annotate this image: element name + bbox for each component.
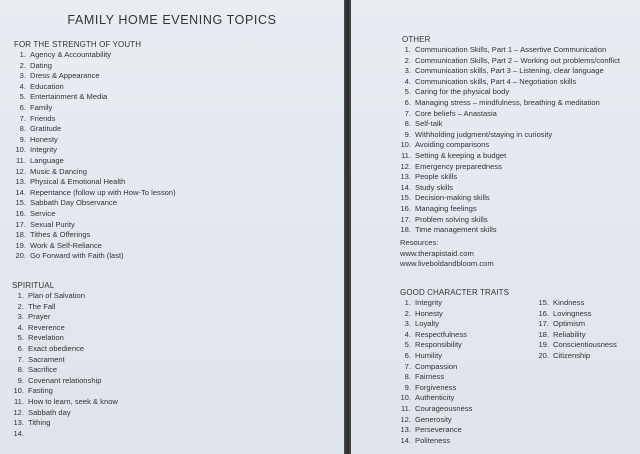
item-number: 16.	[538, 308, 549, 318]
item-number: 17.	[400, 214, 411, 224]
item-text: Setting & keeping a budget	[415, 150, 507, 160]
item-number: 11.	[401, 403, 411, 413]
item-number: 13.	[15, 177, 26, 187]
list-item	[10, 397, 118, 408]
item-text: Emergency preparedness	[415, 161, 502, 171]
item-number: 18.	[538, 329, 549, 339]
item-number: 20.	[15, 251, 26, 261]
list-item	[397, 436, 472, 447]
item-text: People skills	[415, 172, 458, 182]
item-number: 5.	[404, 340, 411, 350]
item-number: 1.	[404, 45, 411, 54]
item-number: 1.	[17, 291, 24, 300]
item-number: 17.	[15, 219, 26, 229]
item-text: Integrity	[415, 298, 443, 307]
item-number: 13.	[400, 172, 411, 182]
item-number: 11.	[401, 150, 411, 160]
youth-list	[12, 50, 176, 262]
item-number: 20.	[538, 350, 549, 360]
item-number: 6.	[17, 343, 24, 353]
list-item	[12, 103, 176, 114]
item-text: Optimism	[553, 319, 586, 329]
list-item	[12, 230, 176, 241]
item-number: 16.	[15, 208, 26, 218]
list-item	[397, 193, 620, 204]
item-number: 3.	[404, 319, 411, 329]
item-text: Dress & Appearance	[30, 71, 100, 81]
item-number: 15.	[400, 193, 411, 203]
item-text: Time management skills	[415, 225, 497, 235]
list-item	[397, 351, 472, 362]
list-item	[535, 319, 617, 330]
list-item	[397, 162, 620, 173]
item-number: 7.	[404, 108, 411, 118]
item-text: Decision-making skills	[415, 193, 490, 203]
item-number: 4.	[19, 81, 26, 91]
list-item	[397, 215, 620, 226]
item-text: Sexual Purity	[30, 219, 75, 229]
list-item	[12, 50, 176, 61]
item-text: Integrity	[30, 145, 58, 155]
item-text: Fasting	[28, 386, 53, 396]
item-text: Loyalty	[415, 319, 440, 329]
traits-heading: GOOD CHARACTER TRAITS	[400, 288, 510, 297]
list-item	[535, 298, 617, 309]
item-number: 13.	[13, 418, 24, 428]
list-item	[535, 309, 617, 320]
list-item	[10, 386, 118, 397]
list-item	[12, 92, 176, 103]
item-number: 12.	[400, 161, 411, 171]
spiritual-list	[10, 291, 118, 439]
item-number: 9.	[404, 129, 411, 139]
list-item	[535, 340, 617, 351]
item-number: 12.	[13, 407, 24, 417]
item-number: 10.	[13, 386, 24, 396]
item-text: Entertainment & Media	[30, 92, 108, 102]
list-item	[397, 309, 472, 320]
item-text: Dating	[30, 60, 52, 70]
item-number: 10.	[400, 140, 411, 150]
list-item	[397, 330, 472, 341]
item-number: 2.	[19, 60, 26, 70]
list-item	[10, 376, 118, 387]
list-item	[10, 302, 118, 313]
item-text: Plan of Salvation	[28, 291, 85, 300]
list-item	[10, 333, 118, 344]
item-text: Avoiding comparisons	[415, 140, 490, 150]
list-item	[10, 408, 118, 419]
item-text: Responsibility	[415, 340, 462, 350]
list-item	[12, 114, 176, 125]
list-item	[12, 198, 176, 209]
item-text: Caring for the physical body	[415, 87, 510, 97]
item-number: 15.	[538, 298, 549, 307]
list-item	[12, 82, 176, 93]
item-number: 5.	[17, 333, 24, 343]
item-number: 18.	[400, 225, 411, 235]
item-number: 13.	[400, 425, 411, 435]
item-text: Repentance (follow up with How-To lesson)	[30, 187, 176, 197]
item-number: 14.	[15, 187, 26, 197]
item-number: 9.	[404, 382, 411, 392]
item-number: 2.	[17, 301, 24, 311]
item-number: 18.	[15, 230, 26, 240]
page-title: FAMILY HOME EVENING TOPICS	[67, 13, 277, 27]
item-text: Friends	[30, 113, 56, 123]
resource-link[interactable]: www.liveboldandbloom.com	[400, 259, 494, 269]
item-text: Family	[30, 102, 53, 112]
list-item	[397, 98, 620, 109]
item-text: Humility	[415, 350, 443, 360]
item-text: Communication skills, Part 4 – Negotiation skills	[415, 76, 577, 86]
item-number: 10.	[15, 145, 26, 155]
spiritual-heading: SPIRITUAL	[12, 281, 55, 290]
item-number: 16.	[400, 203, 411, 213]
item-number: 19.	[538, 340, 549, 350]
item-text: Honesty	[415, 308, 443, 318]
item-text: Fairness	[415, 372, 445, 382]
list-item	[397, 415, 472, 426]
list-item	[397, 56, 620, 67]
item-text: Reliability	[553, 329, 586, 339]
right-page	[351, 0, 640, 454]
item-text: Work & Self-Reliance	[30, 240, 103, 250]
item-text: Music & Dancing	[30, 166, 87, 176]
list-item	[397, 372, 472, 383]
item-number: 14.	[13, 428, 24, 438]
item-number: 7.	[19, 113, 26, 123]
item-text: Communication skills, Part 3 – Listening, clear language	[415, 66, 604, 76]
item-text: Authenticity	[415, 393, 455, 403]
list-item	[397, 393, 472, 404]
other-list	[397, 45, 620, 236]
item-text: Tithes & Offerings	[30, 230, 91, 240]
item-number: 12.	[400, 414, 411, 424]
list-item	[397, 425, 472, 436]
list-item	[12, 61, 176, 72]
list-item	[397, 66, 620, 77]
item-number: 7.	[404, 361, 411, 371]
list-item	[12, 135, 176, 146]
item-number: 3.	[17, 312, 24, 322]
item-number: 17.	[538, 319, 549, 329]
item-text: Prayer	[28, 312, 51, 322]
item-text: Self-talk	[415, 119, 443, 129]
item-text: Managing feelings	[415, 203, 477, 213]
item-text: Exact obedience	[28, 343, 85, 353]
item-number: 1.	[404, 298, 411, 307]
list-item	[12, 71, 176, 82]
item-text: Kindness	[553, 298, 585, 307]
list-item	[12, 251, 176, 262]
item-text: Lovingness	[553, 308, 592, 318]
list-item	[397, 87, 620, 98]
item-number: 3.	[19, 71, 26, 81]
list-item	[12, 209, 176, 220]
list-item	[397, 404, 472, 415]
item-text: Reverence	[28, 322, 65, 332]
list-item	[10, 418, 118, 429]
resources-label: Resources:	[400, 238, 439, 247]
item-number: 9.	[17, 375, 24, 385]
list-item	[10, 355, 118, 366]
item-number: 4.	[17, 322, 24, 332]
list-item	[12, 145, 176, 156]
item-number: 10.	[400, 393, 411, 403]
list-item	[12, 124, 176, 135]
item-text: Sabbath Day Observance	[30, 198, 117, 208]
list-item	[397, 362, 472, 373]
other-heading: OTHER	[402, 35, 431, 44]
list-item	[397, 319, 472, 330]
item-number: 6.	[404, 350, 411, 360]
item-number: 6.	[404, 97, 411, 107]
item-number: 3.	[404, 66, 411, 76]
item-text: Agency & Accountability	[30, 50, 112, 59]
list-item	[397, 45, 620, 56]
list-item	[12, 167, 176, 178]
item-text: Communication Skills, Part 1 – Assertive Communication	[415, 45, 607, 54]
item-number: 8.	[17, 365, 24, 375]
list-item	[535, 351, 617, 362]
list-item	[397, 340, 472, 351]
list-item	[397, 383, 472, 394]
youth-heading: FOR THE STRENGTH OF YOUTH	[14, 40, 142, 49]
item-number: 9.	[19, 134, 26, 144]
item-text: Sacrifice	[28, 365, 58, 375]
item-number: 6.	[19, 102, 26, 112]
item-text: Respectfulness	[415, 329, 467, 339]
item-number: 15.	[15, 198, 26, 208]
list-item	[397, 130, 620, 141]
list-item	[397, 151, 620, 162]
item-text: The Fall	[28, 301, 56, 311]
list-item	[10, 344, 118, 355]
item-text: Physical & Emotional Health	[30, 177, 126, 187]
list-item	[397, 140, 620, 151]
list-item	[12, 188, 176, 199]
item-number: 2.	[404, 55, 411, 65]
item-text: Sacrament	[28, 354, 65, 364]
item-number: 4.	[404, 76, 411, 86]
list-item	[10, 365, 118, 376]
item-number: 2.	[404, 308, 411, 318]
list-item	[10, 291, 118, 302]
item-number: 8.	[19, 124, 26, 134]
item-text: Service	[30, 208, 56, 218]
resources-block	[400, 238, 494, 270]
item-text: Core beliefs – Anastasia	[415, 108, 497, 118]
item-text: Tithing	[28, 418, 51, 428]
list-item	[10, 323, 118, 334]
list-item	[12, 220, 176, 231]
item-text: How to learn, seek & know	[28, 396, 118, 406]
traits-list-col2	[535, 298, 617, 362]
item-text: Conscientiousness	[553, 340, 617, 350]
item-number: 11.	[14, 396, 24, 406]
list-item	[397, 109, 620, 120]
list-item	[397, 183, 620, 194]
traits-list-col1	[397, 298, 472, 446]
item-text: Study skills	[415, 182, 453, 192]
item-text: Managing stress – mindfulness, breathing & meditation	[415, 97, 600, 107]
item-number: 14.	[400, 435, 411, 445]
list-item	[397, 119, 620, 130]
item-number: 4.	[404, 329, 411, 339]
list-item	[397, 204, 620, 215]
item-text: Politeness	[415, 435, 451, 445]
item-text: Perseverance	[415, 425, 462, 435]
list-item	[397, 225, 620, 236]
item-text: Generosity	[415, 414, 452, 424]
item-number: 8.	[404, 372, 411, 382]
list-item	[10, 429, 118, 440]
item-text: Go Forward with Faith (last)	[30, 251, 124, 261]
list-item	[12, 241, 176, 252]
list-item	[12, 177, 176, 188]
page-gap	[344, 0, 351, 454]
item-number: 11.	[16, 155, 26, 165]
item-text: Honesty	[30, 134, 58, 144]
resource-link[interactable]: www.therapistaid.com	[400, 248, 474, 258]
item-text: Courageousness	[415, 403, 473, 413]
list-item	[12, 156, 176, 167]
item-text: Sabbath day	[28, 407, 71, 417]
item-text: Education	[30, 81, 64, 91]
list-item	[535, 330, 617, 341]
item-text: Covenant relationship	[28, 375, 102, 385]
item-text: Withholding judgment/staying in curiosity	[415, 129, 553, 139]
item-number: 12.	[15, 166, 26, 176]
item-number: 5.	[404, 87, 411, 97]
item-text: Forgiveness	[415, 382, 457, 392]
item-number: 19.	[15, 240, 26, 250]
item-text: Problem solving skills	[415, 214, 488, 224]
list-item	[397, 172, 620, 183]
item-number: 8.	[404, 119, 411, 129]
item-number: 1.	[19, 50, 26, 59]
item-text: Compassion	[415, 361, 458, 371]
item-text: Citizenship	[553, 350, 591, 360]
list-item	[397, 298, 472, 309]
item-text: Communication Skills, Part 2 – Working out problems/conflict	[415, 55, 620, 65]
item-number: 5.	[19, 92, 26, 102]
item-text: Revelation	[28, 333, 64, 343]
item-number: 7.	[17, 354, 24, 364]
item-text: Gratitude	[30, 124, 62, 134]
item-number: 14.	[400, 182, 411, 192]
list-item	[10, 312, 118, 323]
list-item	[397, 77, 620, 88]
item-text: Language	[30, 155, 64, 165]
